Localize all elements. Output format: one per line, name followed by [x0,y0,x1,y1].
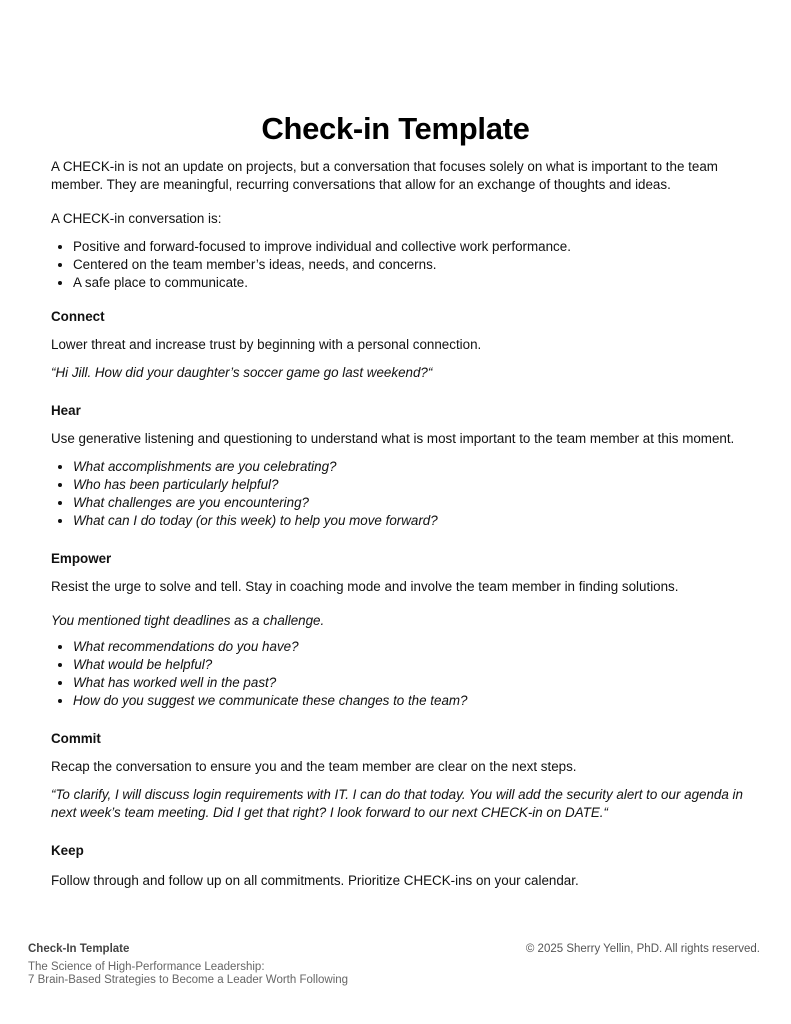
section-heading-keep: Keep [51,843,84,858]
footer-book-line-1: The Science of High-Performance Leadership: [28,961,265,973]
section-heading-empower: Empower [51,551,112,566]
commit-example: “To clarify, I will discuss login requirements with IT. I can do that today. You will add the security alert to our agenda in next week’s team meeting. Did I get that right? I look forward to our next CHECK-in on DATE.“ [51,787,743,820]
intro-list-lead: A CHECK-in conversation is: [51,211,222,226]
commit-body: Recap the conversation to ensure you and the team member are clear on the next steps. [51,759,577,774]
intro-list [51,238,756,292]
list-item: • What has worked well in the past? [73,674,756,692]
section-heading-commit: Commit [51,731,101,746]
list-item: • What accomplishments are you celebrating? [73,458,756,476]
empower-questions [51,638,756,710]
empower-body: Resist the urge to solve and tell. Stay in coaching mode and involve the team member in finding solutions. [51,579,679,594]
footer-document-name: Check-In Template [28,943,130,955]
section-heading-hear: Hear [51,403,81,418]
footer-book-title [28,961,760,987]
page-footer [28,943,760,987]
footer-book-line-2: 7 Brain-Based Strategies to Become a Leader Worth Following [28,974,349,986]
list-item: • How do you suggest we communicate these changes to the team? [73,692,756,710]
list-item: • What can I do today (or this week) to help you move forward? [73,512,756,530]
section-heading-connect: Connect [51,309,105,324]
list-item: • Centered on the team member’s ideas, needs, and concerns. [73,256,756,274]
list-item: • Who has been particularly helpful? [73,476,756,494]
footer-copyright: © 2025 Sherry Yellin, PhD. All rights reserved. [525,943,760,955]
hear-body: Use generative listening and questioning to understand what is most important to the team member at this moment. [51,431,735,446]
list-item: • What would be helpful? [73,656,756,674]
intro-paragraph: A CHECK-in is not an update on projects, but a conversation that focuses solely on what is important to the team member. They are meaningful, recurring conversations that allow for an exchange of thoughts and ideas. [51,159,718,192]
list-item: • A safe place to communicate. [73,274,756,292]
keep-body: Follow through and follow up on all commitments. Prioritize CHECK-ins on your calendar. [51,873,579,888]
hear-questions [51,458,756,530]
empower-lead: You mentioned tight deadlines as a challenge. [51,613,325,628]
list-item: • Positive and forward-focused to improve individual and collective work performance. [73,238,756,256]
list-item: • What challenges are you encountering? [73,494,756,512]
list-item: • What recommendations do you have? [73,638,756,656]
document-body [51,158,756,890]
page-title: Check-in Template [261,110,530,146]
connect-body: Lower threat and increase trust by beginning with a personal connection. [51,337,482,352]
connect-example: “Hi Jill. How did your daughter’s soccer game go last weekend?“ [51,365,433,380]
